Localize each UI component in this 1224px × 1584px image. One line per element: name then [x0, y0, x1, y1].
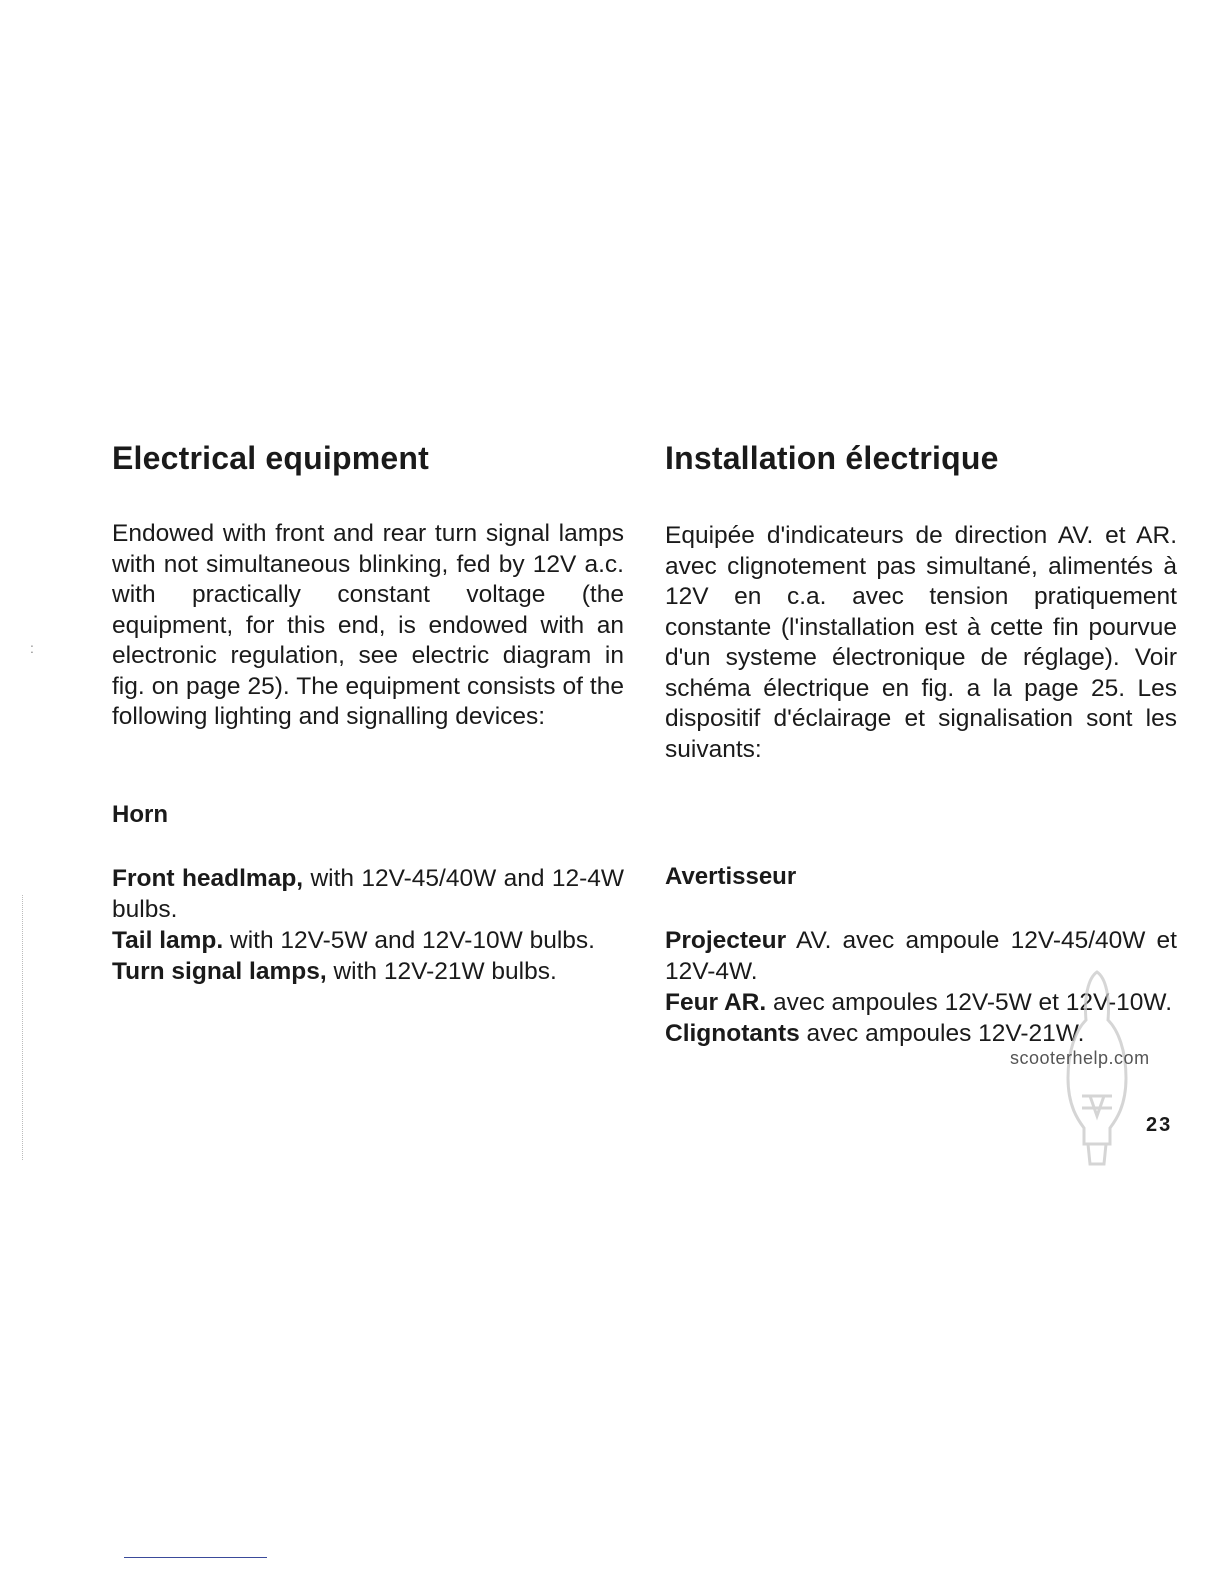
item-text: with 12V-21W bulbs.	[326, 957, 557, 985]
english-item-turn-signal	[112, 956, 624, 987]
french-column	[665, 440, 1177, 1049]
item-text: avec ampoules 12V-5W et 12V-10W.	[766, 989, 1173, 1016]
watermark-text: scooterhelp.com	[1010, 1048, 1150, 1068]
english-intro: Endowed with front and rear turn signal lamps with not simultaneous blinking, fed by 12V a.c. with practically constant voltage (the equipment, for this end, is endowed with an electronic regulation, see electric diagram in fig. on page 25). The equipment consists of the following lighting and signalling devices:	[112, 520, 624, 730]
item-term: Feur AR.	[665, 989, 767, 1016]
bottom-rule	[124, 1557, 267, 1558]
item-term: Projecteur	[665, 927, 787, 954]
margin-mark: :	[30, 640, 34, 656]
english-item-headlamp	[112, 863, 624, 925]
english-title: Electrical equipment	[112, 440, 429, 476]
item-term: Front headlmap,	[112, 864, 304, 892]
item-text: AV. avec ampoule 12V-45/40W et 12V-4W.	[665, 927, 1177, 985]
french-subheading: Avertisseur	[665, 863, 797, 890]
english-item-tail-lamp	[112, 925, 624, 956]
item-term: Clignotants	[665, 1020, 800, 1047]
french-title: Installation électrique	[665, 440, 999, 476]
item-text: with 12V-45/40W and 12-4W bulbs.	[112, 864, 624, 923]
item-term: Tail lamp.	[112, 926, 224, 954]
margin-dotted-line	[22, 895, 25, 1160]
page-number: 23	[1146, 1114, 1173, 1136]
french-intro: Equipée d'indicateurs de direction AV. et AR. avec clignotement pas simultané, alimentés à 12V en c.a. avec tension pratiquement constante (l'installation est à cette fin pourvue d'un systeme électronique de réglage). Voir schéma électrique en fig. a la page 25. Les dispositif d'éclairage et signalisation sont les suivants:	[665, 522, 1177, 763]
item-text: with 12V-5W and 12V-10W bulbs.	[223, 926, 595, 954]
item-text: avec ampoules 12V-21W.	[799, 1020, 1085, 1047]
english-subheading: Horn	[112, 800, 168, 828]
item-term: Turn signal lamps,	[112, 957, 327, 985]
bulb-watermark-icon	[1054, 968, 1140, 1172]
english-item-list	[112, 863, 624, 987]
english-column	[112, 440, 624, 987]
